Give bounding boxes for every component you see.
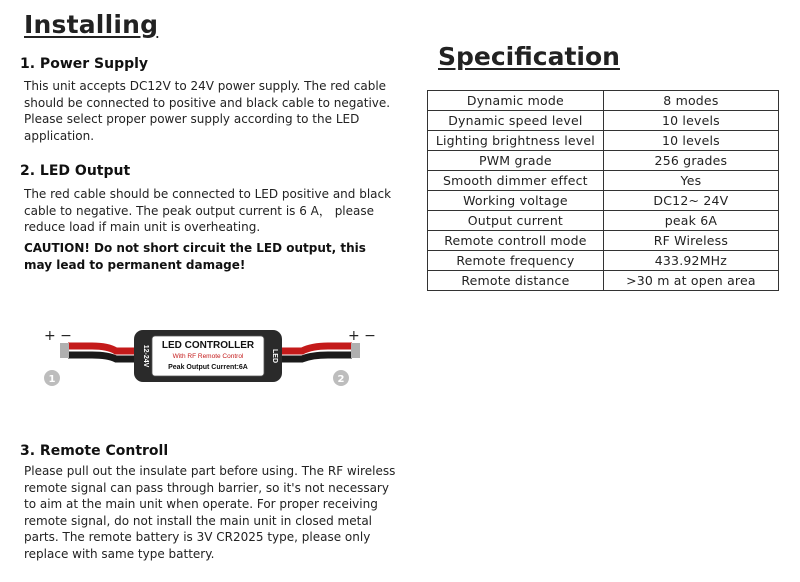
spec-value: >30 m at open area xyxy=(603,271,778,291)
spec-value: peak 6A xyxy=(603,211,778,231)
left-red-cable xyxy=(68,346,134,351)
left-wire-tip xyxy=(60,343,69,358)
spec-param: Working voltage xyxy=(428,191,604,211)
spec-param: Smooth dimmer effect xyxy=(428,171,604,191)
controller-diagram xyxy=(30,318,390,398)
led-output-text: The red cable should be connected to LED positive and black cable to negative. The peak output current is 6 A， please reduce load if main unit is overheating. xyxy=(24,187,392,234)
spec-value: 10 levels xyxy=(603,111,778,131)
spec-value: 8 modes xyxy=(603,91,778,111)
spec-row xyxy=(428,151,779,171)
right-black-cable xyxy=(282,355,352,359)
right-wire-tip xyxy=(351,343,360,358)
specification-title: Specification xyxy=(438,42,620,71)
controller-wiring-svg xyxy=(30,318,390,398)
spec-row xyxy=(428,171,779,191)
device-peak-current: Peak Output Current:6A xyxy=(168,364,248,371)
device-subtitle: With RF Remote Control xyxy=(172,353,244,360)
left-polarity-sign: + − xyxy=(44,328,72,344)
spec-param: Lighting brightness level xyxy=(428,131,604,151)
spec-row xyxy=(428,111,779,131)
spec-param: Output current xyxy=(428,211,604,231)
right-red-cable xyxy=(282,346,352,351)
spec-value: RF Wireless xyxy=(603,231,778,251)
left-black-cable xyxy=(68,355,134,359)
specification-table xyxy=(427,90,779,291)
power-supply-text: This unit accepts DC12V to 24V power supply. The red cable should be connected to positive and black cable to negative. Please select proper power supply according to the LED application. xyxy=(24,79,391,143)
spec-value: 10 levels xyxy=(603,131,778,151)
number-two-label: 2 xyxy=(337,374,345,385)
remote-control-text: Please pull out the insulate part before using. The RF wireless remote signal can pass through barrier, so it's not necessary to aim at the main unit when operate. For proper receiving remote signal, do not install the main unit in closed metal parts. The remote battery is 3V CR2025 type, please only replace with same type battery. xyxy=(24,464,396,561)
spec-param: Dynamic mode xyxy=(428,91,604,111)
right-polarity-sign: + − xyxy=(348,328,376,344)
spec-param: PWM grade xyxy=(428,151,604,171)
spec-row xyxy=(428,191,779,211)
device-input-label: 12-24V xyxy=(142,344,149,368)
page-title: Installing xyxy=(24,10,159,39)
spec-row xyxy=(428,211,779,231)
spec-param: Remote controll mode xyxy=(428,231,604,251)
spec-value: Yes xyxy=(603,171,778,191)
device-title: LED CONTROLLER xyxy=(161,340,255,351)
spec-value: 256 grades xyxy=(603,151,778,171)
caution-warning: CAUTION! Do not short circuit the LED output, this may lead to permanent damage! xyxy=(24,241,366,272)
led-output-heading: 2. LED Output xyxy=(20,163,131,179)
power-supply-heading: 1. Power Supply xyxy=(20,56,149,72)
spec-row xyxy=(428,251,779,271)
spec-row xyxy=(428,231,779,251)
spec-param: Dynamic speed level xyxy=(428,111,604,131)
spec-row xyxy=(428,91,779,111)
spec-param: Remote frequency xyxy=(428,251,604,271)
spec-row xyxy=(428,131,779,151)
remote-control-heading: 3. Remote Controll xyxy=(20,443,169,459)
spec-value: 433.92MHz xyxy=(603,251,778,271)
device-output-label: LED xyxy=(271,349,278,363)
spec-value: DC12~ 24V xyxy=(603,191,778,211)
number-one-label: 1 xyxy=(48,374,56,385)
spec-param: Remote distance xyxy=(428,271,604,291)
spec-row xyxy=(428,271,779,291)
